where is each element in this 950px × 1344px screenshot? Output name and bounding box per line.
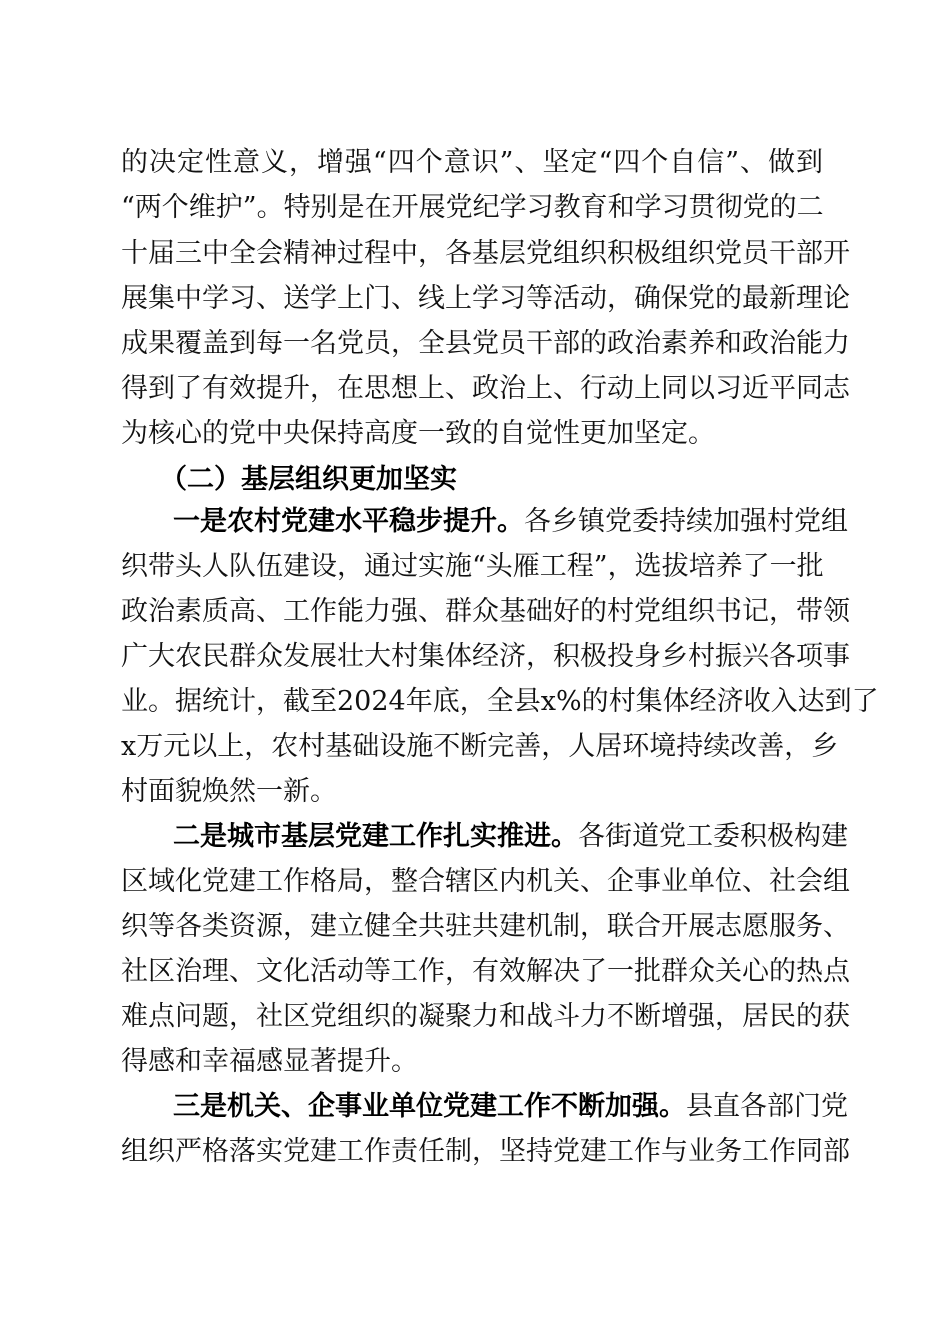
paragraph-line (173, 1085, 848, 1129)
line-text: 各街道党工委积极构建 (578, 821, 848, 852)
line-text: 区域化党建工作格局，整合辖区内机关、企事业单位、社会组 (121, 866, 850, 897)
line-text: x万元以上，农村基础设施不断完善，人居环境持续改善，乡 (121, 731, 839, 762)
line-text: 组织严格落实党建工作责任制，坚持党建工作与业务工作同部 (121, 1136, 850, 1167)
line-text: 成果覆盖到每一名党员，全县党员干部的政治素养和政治能力 (121, 328, 850, 359)
paragraph-line (121, 277, 850, 321)
paragraph-line (121, 232, 850, 276)
bold-lead: 一是农村党建水平稳步提升。 (173, 506, 524, 537)
paragraph-line (121, 367, 850, 411)
line-text: 十届三中全会精神过程中，各基层党组织积极组织党员干部开 (121, 238, 850, 269)
bold-lead: 三是机关、企事业单位党建工作不断加强。 (173, 1091, 686, 1122)
line-text: 政治素质高、工作能力强、群众基础好的村党组织书记，带领 (121, 596, 850, 627)
paragraph-line (121, 141, 823, 185)
line-text: 得感和幸福感显著提升。 (121, 1046, 418, 1077)
paragraph-line (173, 500, 848, 544)
line-text: 村面貌焕然一新。 (121, 776, 337, 807)
line-text: 织带头人队伍建设，通过实施“头雁工程”，选拔培养了一批 (121, 551, 824, 582)
paragraph-line (121, 905, 850, 949)
line-text: 各乡镇党委持续加强村党组 (524, 506, 848, 537)
line-text: 织等各类资源，建立健全共驻共建机制，联合开展志愿服务、 (121, 911, 850, 942)
paragraph-line (121, 860, 850, 904)
paragraph-line (121, 635, 850, 679)
bold-lead: （二）基层组织更加坚实 (160, 464, 457, 495)
section-heading (160, 458, 823, 502)
paragraph-line (121, 545, 823, 589)
paragraph-line (121, 680, 879, 724)
line-text: 的决定性意义，增强“四个意识”、坚定“四个自信”、做到 (121, 147, 823, 178)
paragraph-line (121, 186, 823, 230)
paragraph-line (121, 770, 823, 814)
paragraph-line (121, 412, 823, 456)
line-text: 得到了有效提升，在思想上、政治上、行动上同以习近平同志 (121, 373, 850, 404)
line-text: 难点问题，社区党组织的凝聚力和战斗力不断增强，居民的获 (121, 1001, 850, 1032)
paragraph-line (173, 815, 848, 859)
paragraph-line (121, 590, 850, 634)
line-text: 广大农民群众发展壮大村集体经济，积极投身乡村振兴各项事 (121, 641, 850, 672)
line-text: 业。据统计，截至2024年底，全县x%的村集体经济收入达到了 (121, 686, 879, 717)
bold-lead: 二是城市基层党建工作扎实推进。 (173, 821, 578, 852)
paragraph-line (121, 995, 850, 1039)
line-text: 为核心的党中央保持高度一致的自觉性更加坚定。 (121, 418, 715, 449)
paragraph-line (121, 1130, 850, 1174)
paragraph-line (121, 1040, 823, 1084)
line-text: 社区治理、文化活动等工作，有效解决了一批群众关心的热点 (121, 956, 850, 987)
line-text: 展集中学习、送学上门、线上学习等活动，确保党的最新理论 (121, 283, 850, 314)
line-text: 县直各部门党 (686, 1091, 848, 1122)
paragraph-line (121, 725, 839, 769)
paragraph-line (121, 950, 850, 994)
line-text: “两个维护”。特别是在开展党纪学习教育和学习贯彻党的二 (121, 192, 824, 223)
paragraph-line (121, 322, 850, 366)
